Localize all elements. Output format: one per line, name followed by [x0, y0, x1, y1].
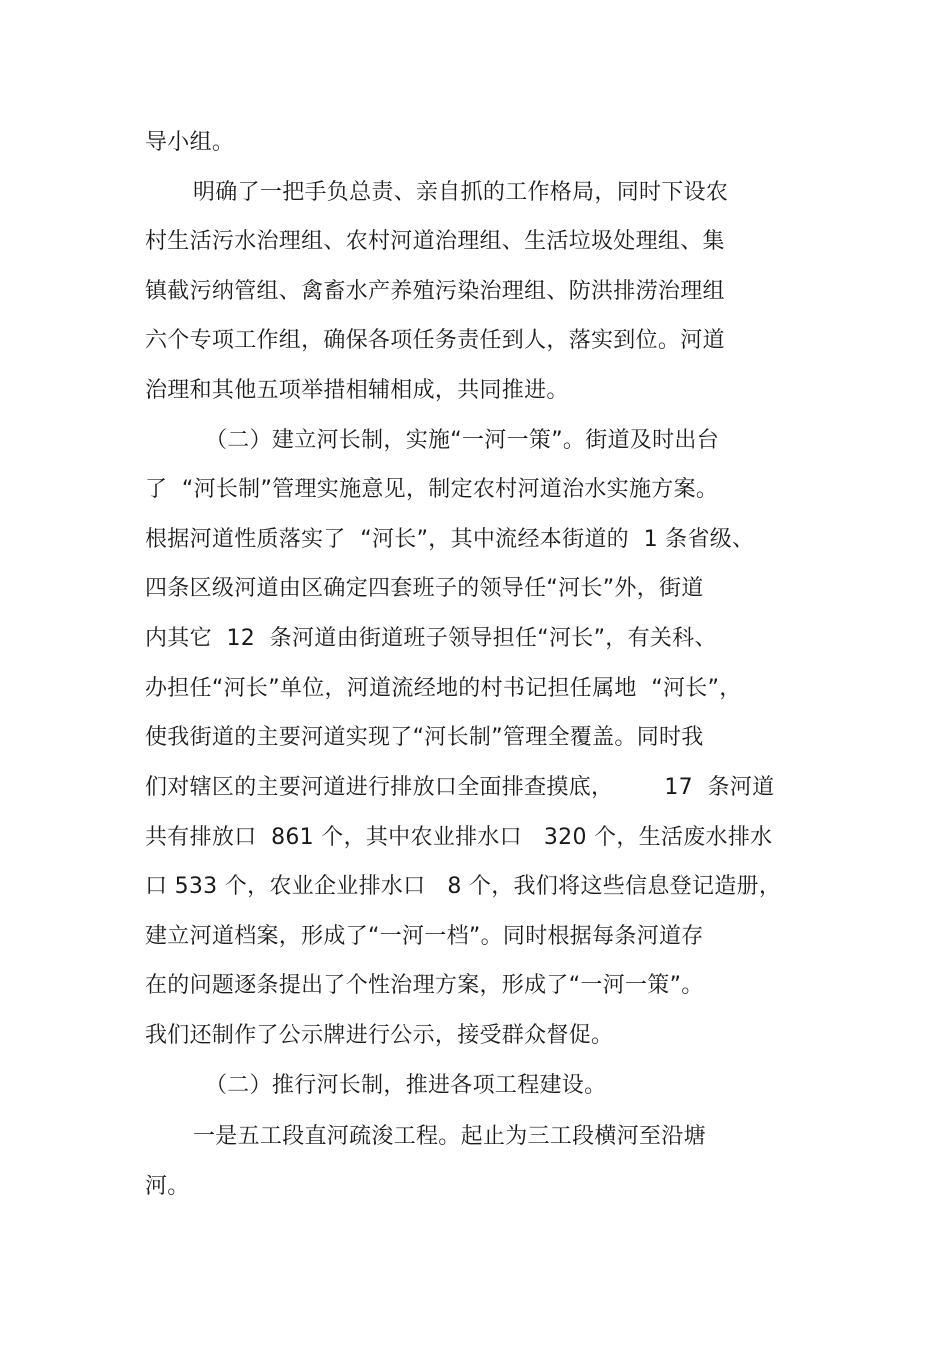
text-line: 镇截污纳管组、禽畜水产养殖污染治理组、防洪排涝治理组 [145, 279, 725, 304]
text-line: 在的问题逐条提出了个性治理方案，形成了“一河一策”。 [145, 973, 704, 998]
text-line: 四条区级河道由区确定四套班子的领导任“河长”外，街道 [145, 576, 704, 601]
text-line: 根据河道性质落实了 “河长”，其中流经本街道的 1 条省级、 [145, 527, 755, 552]
text-line: （二）推行河长制，推进各项工程建设。 [205, 1073, 607, 1098]
text-line: 办担任“河长”单位，河道流经地的村书记担任属地 “河长”， [145, 676, 742, 701]
text-line: 内其它 12 条河道由街道班子领导担任“河长”，有关科、 [145, 626, 717, 651]
text-line: 导小组。 [145, 130, 235, 155]
text-line: 村生活污水治理组、农村河道治理组、生活垃圾处理组、集 [145, 229, 725, 254]
text-line: 建立河道档案，形成了“一河一档”。同时根据每条河道存 [145, 924, 704, 949]
text-line: 明确了一把手负总责、亲自抓的工作格局，同时下设农 [193, 180, 729, 205]
text-line: 河。 [145, 1174, 190, 1199]
text-line: 治理和其他五项举措相辅相成，共同推进。 [145, 378, 569, 403]
text-line: 我们还制作了公示牌进行公示，接受群众督促。 [145, 1023, 614, 1048]
text-line: 口 533 个，农业企业排水口 8 个，我们将这些信息登记造册， [145, 874, 782, 899]
text-line: 共有排放口 861 个，其中农业排水口 320 个，生活废水排水 [145, 825, 773, 850]
text-line: 了 “河长制”管理实施意见，制定农村河道治水实施方案。 [145, 477, 719, 502]
text-line: 一是五工段直河疏浚工程。起止为三工段横河至沿塘 [193, 1124, 706, 1149]
text-line: （二）建立河长制，实施“一河一策”。街道及时出台 [205, 428, 719, 453]
text-line: 们对辖区的主要河道进行排放口全面排查摸底， 17 条河道 [145, 775, 775, 800]
text-line: 使我街道的主要河道实现了“河长制”管理全覆盖。同时我 [145, 725, 704, 750]
text-line: 六个专项工作组，确保各项任务责任到人，落实到位。河道 [145, 328, 725, 353]
